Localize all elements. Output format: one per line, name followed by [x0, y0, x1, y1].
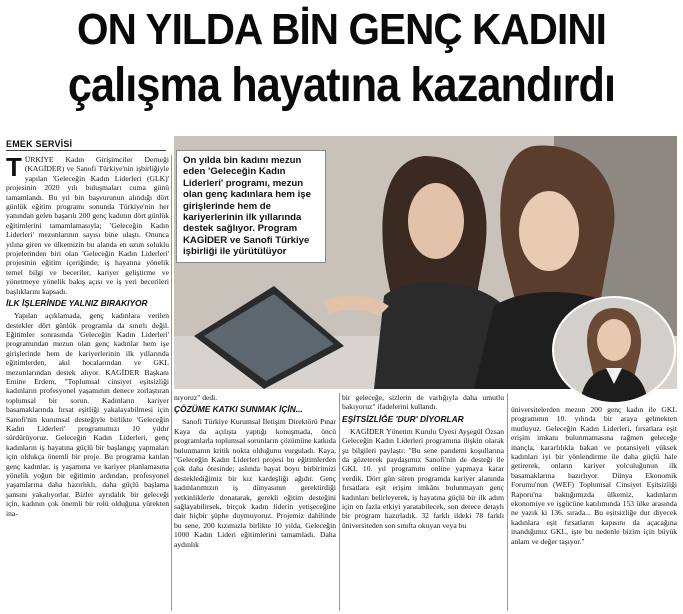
col3-paragraph-1: bir geleceğe, sizlerin de varlığıyla daha umutlu bakıyoruz" ifadelerini kullandı. [342, 393, 504, 412]
col3-paragraph-2: KAGİDER Yönetim Kurulu Üyesi Ayşegül Özsan Geleceğin Kadın Liderleri programına ilişkin olarak şu bilgileri paylaştı: "Bu sene pandemi koşullarına da gözeterek paydaşımız Sanofi'nin de desteği ile GKL 10. yıl programını online yapmaya karar verdik. Dört gün süren programda kariyer alanında fırsatlara eşit erişim imkânı bulunmayan genç kadınları belirleyerek, iş hayatına güçlü bir ilk adım için en fazla etkiyi yaratabilecek, son derece detaylı bir program hazırladık. 32 farklı ildeki 78 farklı üniversiteden son sınıfta okuyan veya bu [342, 426, 504, 530]
subheading-cozume-katki: ÇÖZÜME KATKI SUNMAK İÇİN... [174, 404, 303, 415]
subheading-ilk-islerinde: İLK İŞLERİNDE YALNIZ BIRAKIYOR [6, 298, 148, 309]
column-divider-2 [339, 393, 340, 611]
column-1 [6, 155, 169, 611]
paragraph-2: Yapılan açıklamada, genç kadınlara verilen destekler dört günlük programla da sınırlı değil. Eğitimler sonrasında 'Geleceğin Kadın Liderleri' programından mezun olan genç kadınlar hem işe girişlerinde hem de kariyerlerinin ilk yıllarında eğitimlerden, akıl hocalarından ve GKL mezunlarından destek alıyor. KAGİDER Başkanı Emine Erdem, "Toplumsal cinsiyet eşitsizliği kadınların profesyonel yaşamının denece zorlaştıran toplumsal bir sorun. Kadınların kariyer basamaklarında fırsat eşitliği yakalayabilmesi için Sanofi'nin kurumsal desteğiyle birlikte 'Geleceğin Kadın Liderleri' programımızı 10 yıldır sürdürüyoruz. Geleceğin Kadın Liderleri, genç kadınların iş hayatına güçlü bir başlangıç yapmaları için oldukça önemli bir proje. Bu programa katılan genç kadınlar, iş yaşamına ve kariyer planlamasına yönelik yoğun bir eğitimin ardından, profesyonel yaşamlarına daha hazırlıklı, daha güçlü başlama şansını yakalıyorlar. Bizler ayrıdalık bir geleceği için, kadının çok önemli bir rolü olduğuna yürekten ina- [6, 311, 169, 518]
subheading-esitsizlige-dur: EŞİTSİZLİĞE 'DUR' DİYORLAR [342, 413, 464, 424]
column-divider-3 [507, 393, 508, 611]
byline-rule [6, 150, 166, 151]
col4-paragraph-1: üniversitelerden mezun 200 genç kadın ile GKL programının 10. yılında bir araya gelmekten mutluyuz. Geleceğin Kadın Liderleri, fırsatlara eşit erişim imkanı bulunmamasına rağmen geleceğe inançla, kararlılıkla bakan ve potansiyeli yüksek kadınları iyi bir yönlendirme ile daha güçlü hale getirerek, onların kariyer yolculuğunun ilk basamaklarına hazırlıyor. Dünya Ekonomik Forumu'nun (WEF) Toplumsal Cinsiyet Eşitsizliği Raporu'na baktığımızda ülkemiz, kadınların ekonomiye ve işgücüne katılımında 153 ülke arasında ne yazık ki 136. sırada... Bu eşitsizliğe dur diyecek kadınlara eşit fırsatların kapısını da açacağına inandığımız GKL, işte bu nedenle bizim için büyük anlam ve değer taşıyor." [511, 405, 677, 546]
intro-text: ÜRKİYE Kadın Girişimciler Derneği (KAGİDER) ve Sanofi Türkiye'nin işbirliğiyle yapılan 'Geleceğin Kadın Liderleri (GLK)' projesinin 2020 yılı buluşmaları cuma günü tamamlandı. Bu yıl bin başvurunun alındığı dört günlük eğitim programı sonunda Türkiye'nin her yanından gelen başarılı 200 genç kadının dört günlük eğitimlerini tamamlamasıyla; 'Geleceğin Kadın Liderleri' mezunlarının sayısı bine ulaştı. Onunca yılına giren ve ülkemizin bu alanda en uzun soluklu projelerinden biri olan 'Geleceğin Kadın Liderleri' projesinin eğitim içeriğinde; iş hayatına yönelik temel bilgi ve beceriler, kariyer geliştirme ve yönetmeye yönelik bakış açısı ve iş yeri becerileri başlıklarını kapsadı. [6, 155, 169, 296]
column-4 [511, 405, 677, 613]
column-2 [174, 393, 336, 613]
headline-line-2: çalışma hayatına kazandırdı [67, 59, 616, 112]
intro-paragraph [6, 155, 169, 296]
pull-quote: On yılda bin kadını mezun eden 'Geleceğin Kadın Liderleri' programı, mezun olan genç kadınlara hem işe girişlerinde hem de kariyerlerinin ilk yıllarında destek sağlıyor. Program KAGİDER ve Sanofi Türkiye işbirliği ile yürütülüyor [176, 150, 326, 263]
col2-paragraph-1: nıyoruz" dedi. [174, 393, 218, 402]
byline: EMEK SERVİSİ [6, 139, 73, 149]
headline-line-1: ON YILDA BİN GENÇ KADINI [77, 5, 606, 54]
portrait-photo [554, 298, 674, 402]
inset-portrait [552, 296, 676, 404]
column-3 [342, 393, 504, 613]
drop-cap: T [6, 155, 22, 182]
column-divider-1 [171, 155, 172, 611]
col2-paragraph-2: Sanofi Türkiye Kurumsal İletişim Direktörü Pınar Kaya da açılışta yaptığı konuşmada, öncü programlarla toplumsal sorunların çözümüne katkıda bulunmanın kritik nokta olduğunu vurguladı. Kaya, "Geleceğin Kadın Liderleri projesi bu eğitimlerden çok daha ötesinde; aslında hayat boyu birbirimizi desteklediğimiz bir kız kardeşliği ağıdır. Genç kadınlarımızın iş dünyasının gerektirdiği yetkinliklerle donatarak, gerekli eğitim desteğini sağlayabilirsek, birçok kadın liderin yetişeceğine dair hiçbir şüphe duymuyoruz. Projemiz dahilinde bu sene, 200 kızımızla birlikte 10 yılda, Geleceğin 1000 Kadın Lideri eğitimlerini tamamladı. Daha aydınlık [174, 417, 336, 549]
